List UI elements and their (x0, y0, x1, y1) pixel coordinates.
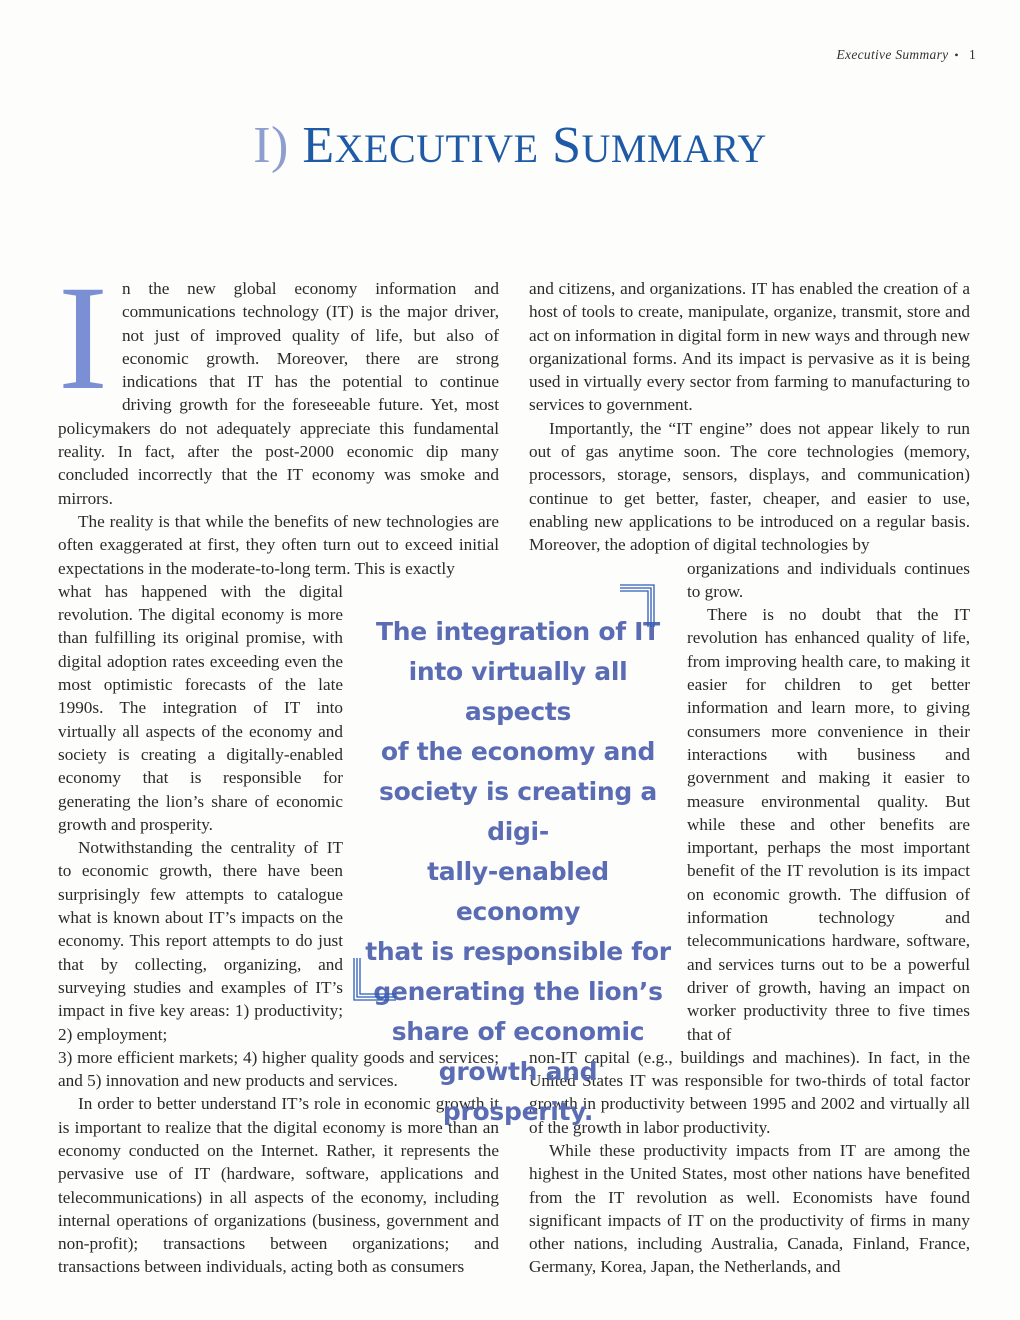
page-number: 1 (968, 47, 976, 62)
paragraph-citizens: and citizens, and organizations. IT has enabled the creation of a host of tools to create, manipulate, organize, transmit, store and act on information in digital form in new ways and through new organizational forms. And its impact is pervasive as it is being used in virtually every sector from farming to manufacturing to services to government. (529, 279, 970, 415)
paragraph-non-it-capital: non-IT capital (e.g., buildings and machines). In fact, in the United States IT was responsible for two-thirds of total factor growth in productivity between 1995 and 2002 and virtually all of the growth in labor productivity. (529, 1047, 970, 1137)
wrapped-text-right: organizations and individuals continues to grow. There is no doubt that the IT revolution has enhanced quality of life, from improving health care, to making it easier for children to get better information and learn more, to giving consumers more convenience in their interactions with business and government and making it easier to measure environmental quality. But while these and other benefits are important, perhaps the most important benefit of the IT revolution is its impact on economic growth. The diffusion of information technology and telecommunications hardware, software, and services turns out to be a powerful driver of growth, having an impact on worker productivity three to five times that of (687, 558, 970, 1044)
paragraph-it-engine: Importantly, the “IT engine” does not appear likely to run out of gas anytime soon. The core technologies (memory, processors, storage, sensors, displays, and communication) continue to get better, faster, cheaper, and easier to use, enabling new applications to be introduced on a regular basis. Moreover, the adoption of digital technologies by (529, 418, 970, 555)
title-numeral: I) (253, 117, 289, 174)
paragraph-other-nations: While these productivity impacts from IT are among the highest in the United States, most other nations have benefited from the IT revolution as well. Economists have found significant impacts of IT on the productivity of firms in many other nations, including Australia, Canada, Finland, France, Germany, Korea, Japan, the Netherlands, and (529, 1140, 970, 1277)
pull-quote-top-right-bracket-icon (620, 583, 656, 627)
drop-cap: I (58, 255, 108, 421)
running-head-section: Executive Summary (836, 47, 949, 62)
paragraph-understand: In order to better understand IT’s role in economic growth it is important to realize that the digital economy is more than an economy conducted on the Internet. Rather, it represents the pervasive use of IT (hardware, software, applications and telecommunications) in all aspects of the economy, including internal operations of organizations (business, government and non-profit); transactions between organizations; and transactions between individuals, acting both as consumers (58, 1094, 499, 1277)
wrapped-text-left: what has happened with the digital revolution. The digital economy is more than fulfilling its original promise, with digital adoption rates exceeding even the most optimistic forecasts of the late 1990s. The integration of IT into virtually all aspects of the economy and society is creating a digitally-enabled economy that is responsible for generating the lion’s share of economic growth and prosperity. Notwithstanding the centrality of IT to economic growth, there have been surprisingly few attempts to catalogue what is known about IT’s impacts on the economy. This report attempts to do just that by collecting, organizing, and surveying studies and examples of IT’s impact in five key areas: 1) productivity; 2) employment; (58, 581, 343, 1044)
pull-quote: The integration of IT into virtually all aspects of the economy and society is creating a digi- tally-enabled economy that is responsible for generating the lion’s share of economic growth and prosperity. (365, 617, 671, 1126)
paragraph-intro: In the new global economy information and communications technology (IT) is the major driver, not just of improved quality of life, but also of economic growth. Moreover, there are strong indications that IT has the potential to continue driving growth for the foreseeable future. Yet, most policymakers do not adequately appreciate this fundamental reality. In fact, after the post-2000 economic dip many concluded incorrectly that the IT economy was smoke and mirrors. (58, 255, 499, 508)
title-word-summary: SUMMARY (552, 117, 767, 174)
paragraph-reality: The reality is that while the benefits of new technologies are often exaggerated at first, they often turn out to exceed initial expectations in the moderate-to-long term. This is exactly (58, 511, 499, 578)
paragraph-areas: 3) more efficient markets; 4) higher quality goods and services; and 5) innovation and new products and services. (58, 1047, 499, 1091)
pull-quote-bottom-left-bracket-icon (352, 958, 396, 1002)
title-word-executive: EXECUTIVE (302, 117, 539, 174)
bullet-separator: • (954, 48, 959, 62)
page-title (0, 116, 1020, 175)
running-head (836, 47, 976, 63)
